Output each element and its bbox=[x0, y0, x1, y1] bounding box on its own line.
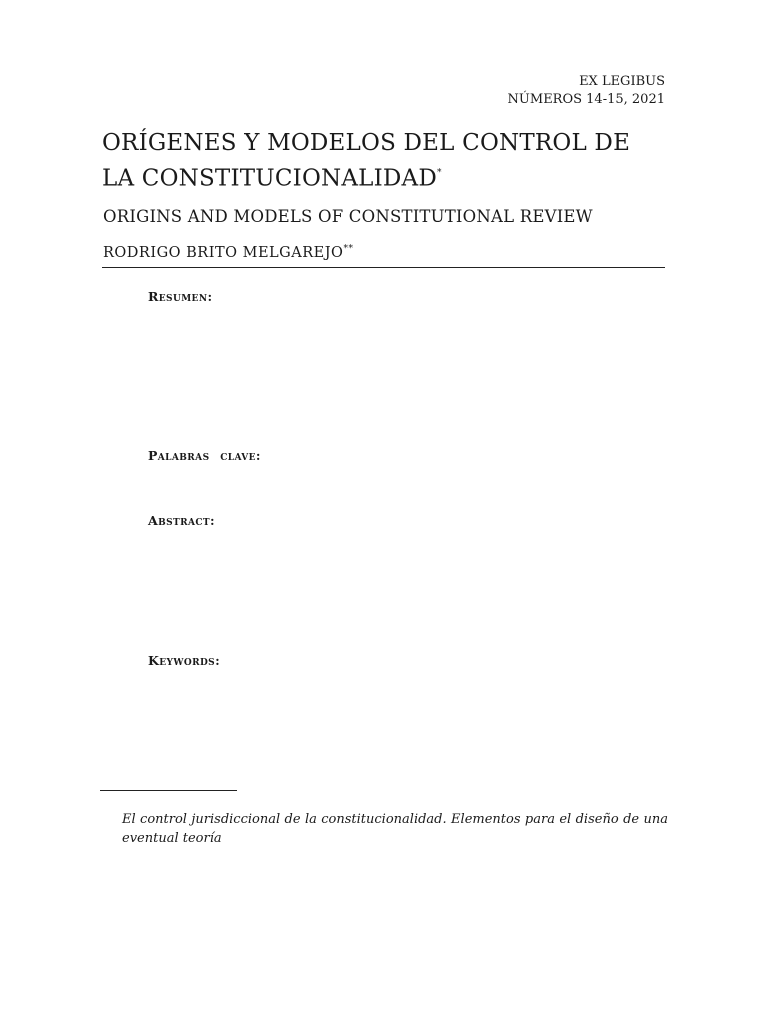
author-name: RODRIGO BRITO MELGAREJO bbox=[103, 244, 344, 261]
resumen-label: Resumen: bbox=[148, 289, 213, 304]
article-title-line1: ORÍGENES Y MODELOS DEL CONTROL DE bbox=[102, 130, 631, 156]
footnote-divider bbox=[100, 790, 237, 791]
footnote-text: El control jurisdiccional de la constitucionalidad. Elementos para el diseño de una eventual teoría bbox=[122, 812, 668, 846]
journal-name: EX LEGIBUS bbox=[579, 74, 665, 89]
journal-header bbox=[365, 73, 665, 109]
keywords-label: Keywords: bbox=[148, 653, 221, 668]
author-footnote-marker: ** bbox=[343, 244, 354, 254]
header-divider bbox=[102, 267, 665, 268]
journal-issue: NÚMEROS 14-15, 2021 bbox=[507, 92, 665, 107]
article-author bbox=[103, 238, 683, 264]
title-footnote-marker: * bbox=[437, 168, 442, 178]
palabras-clave-label: Palabras clave: bbox=[148, 448, 261, 463]
article-title-line2: LA CONSTITUCIONALIDAD bbox=[102, 165, 438, 192]
article-title bbox=[102, 127, 662, 195]
article-subtitle: ORIGINS AND MODELS OF CONSTITUTIONAL REVIEW bbox=[103, 207, 593, 226]
abstract-label: Abstract: bbox=[148, 513, 216, 528]
